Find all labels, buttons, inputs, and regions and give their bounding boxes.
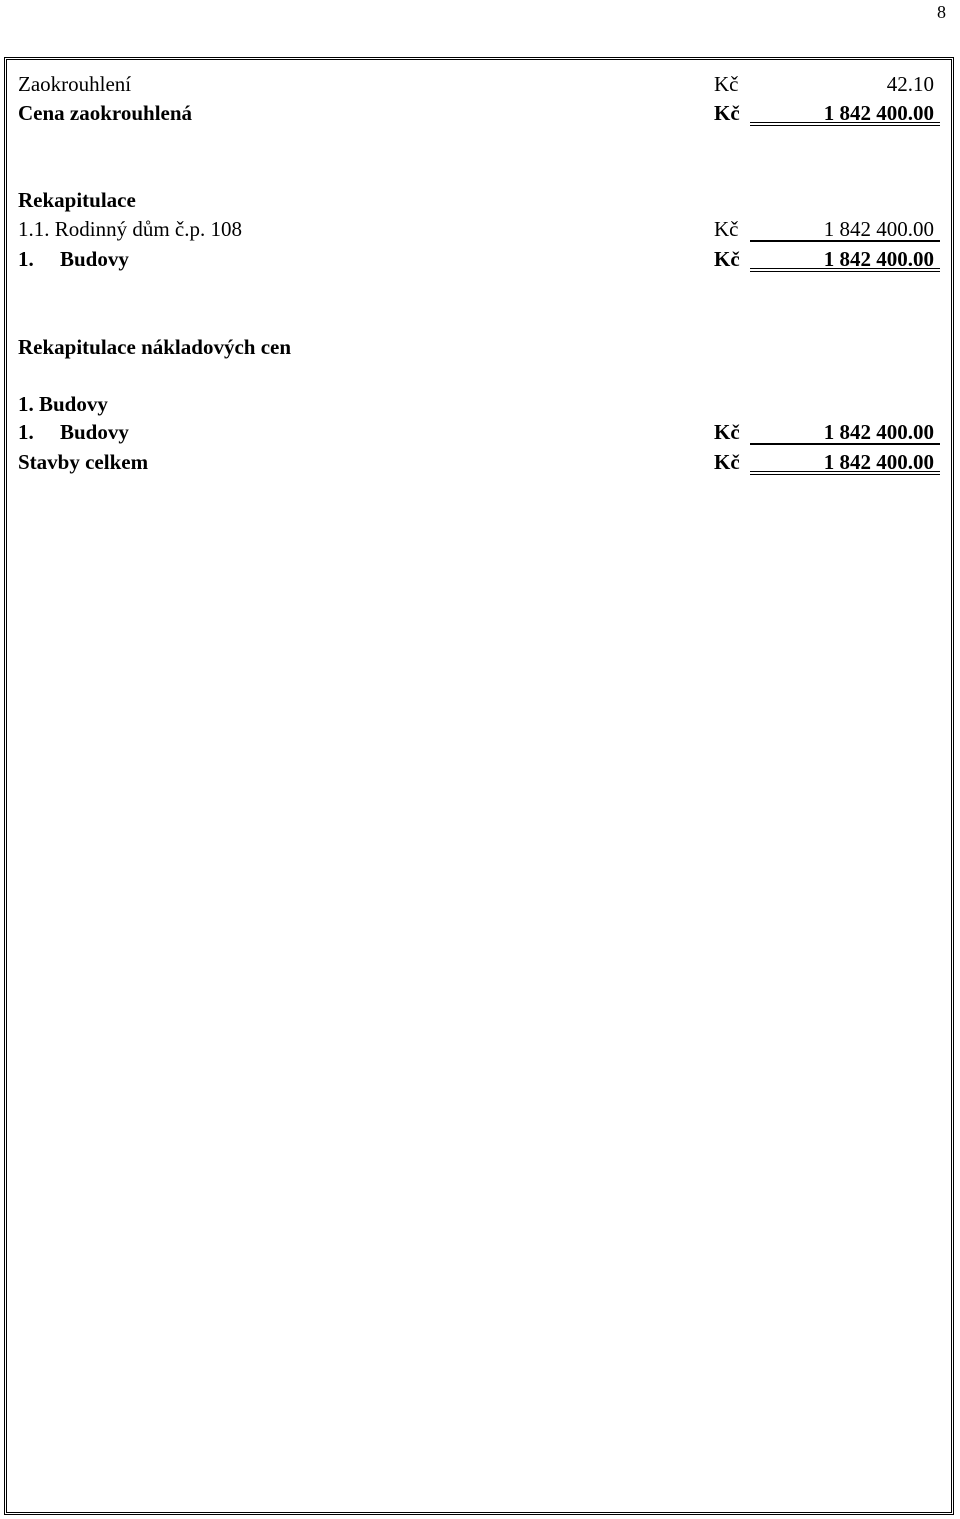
- rounded-price-currency: Kč: [714, 101, 740, 125]
- recap-item-row: [18, 214, 940, 244]
- recap-total-currency: Kč: [714, 247, 740, 271]
- recap-item-currency: Kč: [714, 217, 739, 241]
- cost-recap-item-text: Budovy: [60, 420, 129, 444]
- recap-total-row: [18, 244, 940, 274]
- recap-title: Rekapitulace: [18, 188, 136, 212]
- recap-item-amount: 1 842 400.00: [750, 214, 940, 242]
- cost-recap-item-label: [18, 417, 129, 447]
- cost-recap-item-currency: Kč: [714, 420, 740, 444]
- recap-total-label: [18, 244, 129, 274]
- page-frame: [4, 57, 954, 1515]
- cost-recap-title: Rekapitulace nákladových cen: [18, 335, 292, 359]
- rounded-price-label: Cena zaokrouhlená: [18, 101, 193, 125]
- recap-total-num: 1.: [18, 247, 34, 271]
- recap-total-amount: 1 842 400.00: [750, 244, 940, 272]
- rounding-row: [18, 69, 940, 99]
- cost-recap-item-amount: 1 842 400.00: [750, 417, 940, 445]
- rounded-price-row: [18, 98, 940, 128]
- cost-recap-total-amount: 1 842 400.00: [750, 447, 940, 475]
- recap-item-label: 1.1. Rodinný dům č.p. 108: [18, 217, 242, 241]
- cost-recap-subtitle: 1. Budovy: [18, 392, 108, 416]
- cost-recap-item-row: [18, 417, 940, 447]
- cost-recap-total-row: [18, 447, 940, 477]
- cost-recap-item-num: 1.: [18, 420, 34, 444]
- rounding-currency: Kč: [714, 72, 739, 96]
- rounded-price-amount: 1 842 400.00: [750, 98, 940, 126]
- page-number: 8: [937, 2, 946, 22]
- recap-total-text: Budovy: [60, 247, 129, 271]
- cost-recap-total-label: Stavby celkem: [18, 450, 149, 474]
- rounding-label: Zaokrouhlení: [18, 72, 132, 96]
- rounding-amount: 42.10: [886, 72, 934, 96]
- cost-recap-total-currency: Kč: [714, 450, 740, 474]
